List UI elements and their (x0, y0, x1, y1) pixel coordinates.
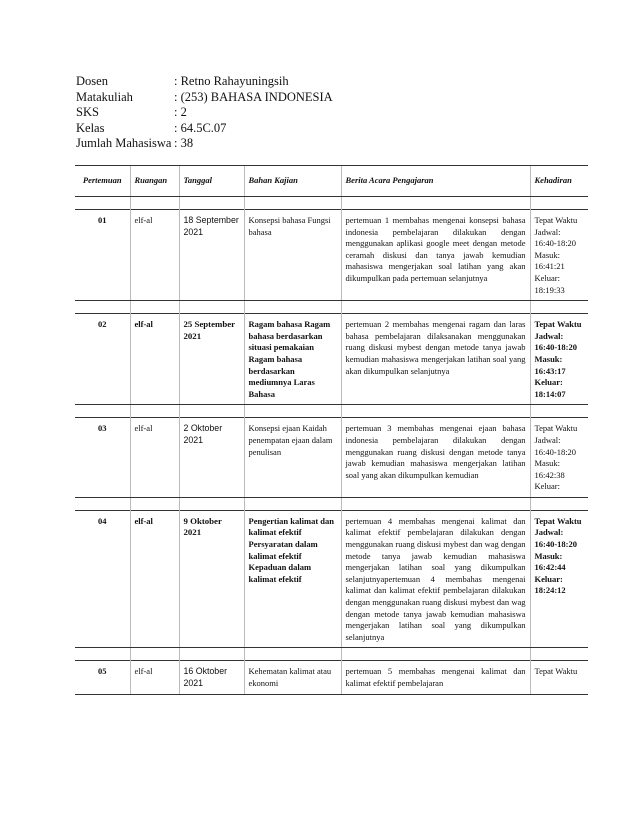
course-info (76, 74, 333, 152)
sks-value: : 2 (174, 105, 187, 120)
cell-pertemuan: 04 (75, 510, 130, 648)
info-row-sks (76, 105, 333, 121)
cell-kehadiran: Tepat Waktu (530, 661, 588, 694)
table-row (75, 314, 588, 405)
info-row-jumlah (76, 136, 333, 152)
cell-tanggal: 16 Oktober 2021 (179, 661, 244, 694)
header-bahan-kajian: Bahan Kajian (244, 166, 341, 197)
matakuliah-label: Matakuliah (76, 89, 133, 104)
row-spacer (75, 405, 588, 418)
cell-tanggal: 9 Oktober 2021 (179, 510, 244, 648)
info-row-kelas (76, 121, 333, 137)
cell-berita-acara: pertemuan 5 membahas mengenai kalimat dan kalimat efektif pembelajaran (341, 661, 530, 694)
row-spacer (75, 497, 588, 510)
cell-tanggal: 25 September 2021 (179, 314, 244, 405)
schedule-table (75, 165, 588, 695)
cell-bahan-kajian: Pengertian kalimat dan kalimat efektif Persyaratan dalam kalimat efektif Kepaduan dalam kalimat efektif (244, 510, 341, 648)
cell-bahan-kajian: Konsepsi bahasa Fungsi bahasa (244, 210, 341, 301)
header-tanggal: Tanggal (179, 166, 244, 197)
cell-pertemuan: 05 (75, 661, 130, 694)
table-row (75, 661, 588, 694)
cell-bahan-kajian: Kehematan kalimat atau ekonomi (244, 661, 341, 694)
table-row (75, 510, 588, 648)
cell-pertemuan: 03 (75, 418, 130, 498)
cell-berita-acara: pertemuan 4 membahas mengenai kalimat dan kalimat efektif pembelajaran dilakukan dengan menggunakan ruang diskusi mybest dan wag dengan metode tanya jawab kemudian mahasiswa mengerjakan latihan soal yang dikumpulkan selanjutnyapertemuan 4 membahas mengenai kalimat dan kalimat efektif pembelajaran dilakukan dengan menggunakan ruang diskusi mybest dan wag dengan metode tanya jawab kemudian mahasiswa mengerjakan latihan soal yang dikumpulkan selanjutnya (341, 510, 530, 648)
cell-tanggal: 18 September 2021 (179, 210, 244, 301)
row-spacer (75, 648, 588, 661)
jumlah-label: Jumlah Mahasiswa (76, 136, 172, 151)
header-ruangan: Ruangan (130, 166, 179, 197)
header-kehadiran: Kehadiran (530, 166, 588, 197)
cell-berita-acara: pertemuan 3 membahas mengenai ejaan bahasa indonesia pembelajaran dilakukan dengan menggunakan ruang diskusi dengan metode tanya jawab kemudian mahasiswa mengerjakan latihan soal yang akan dikumpulkan kemudian (341, 418, 530, 498)
table-header-row (75, 166, 588, 197)
cell-berita-acara: pertemuan 1 membahas mengenai konsepsi bahasa indonesia pembelajaran dilakukan dengan menggunakan aplikasi google meet dengan metode ceramah diskusi dan tanya jawab kemudian mahasiswa mengerjakan soal latihan yang akan dikumpulkan pada pertemuan selanjutnya (341, 210, 530, 301)
cell-kehadiran: Tepat Waktu Jadwal: 16:40-18:20 Masuk: 16:42:44 Keluar: 18:24:12 (530, 510, 588, 648)
cell-pertemuan: 02 (75, 314, 130, 405)
jumlah-value: : 38 (174, 136, 194, 151)
dosen-value: : Retno Rahayuningsih (174, 74, 289, 88)
cell-ruangan: elf-al (130, 210, 179, 301)
table-row (75, 418, 588, 498)
row-spacer (75, 301, 588, 314)
matakuliah-value: : (253) BAHASA INDONESIA (174, 89, 333, 104)
row-spacer (75, 197, 588, 210)
cell-berita-acara: pertemuan 2 membahas mengenai ragam dan laras bahasa pembelajaran dilaksanakan menggunakan ruang diskusi mybest dengan metode tanya jawab kemudian mahasiswa mengerjakan latihan soal yang akan dikumpulkan selanjutnya (341, 314, 530, 405)
header-pertemuan: Pertemuan (75, 166, 130, 197)
cell-kehadiran: Tepat Waktu Jadwal: 16:40-18:20 Masuk: 16:42:38 Keluar: (530, 418, 588, 498)
info-row-dosen (76, 74, 333, 90)
cell-bahan-kajian: Ragam bahasa Ragam bahasa berdasarkan situasi pemakaian Ragam bahasa berdasarkan mediumnya Laras Bahasa (244, 314, 341, 405)
cell-tanggal: 2 Oktober 2021 (179, 418, 244, 498)
cell-ruangan: elf-al (130, 510, 179, 648)
cell-pertemuan: 01 (75, 210, 130, 301)
header-berita-acara: Berita Acara Pengajaran (341, 166, 530, 197)
kelas-label: Kelas (76, 120, 105, 135)
cell-kehadiran: Tepat Waktu Jadwal: 16:40-18:20 Masuk: 16:43:17 Keluar: 18:14:07 (530, 314, 588, 405)
dosen-label: Dosen (76, 74, 108, 88)
cell-ruangan: elf-al (130, 418, 179, 498)
cell-bahan-kajian: Konsepsi ejaan Kaidah penempatan ejaan dalam penulisan (244, 418, 341, 498)
cell-ruangan: elf-al (130, 661, 179, 694)
info-row-matakuliah (76, 90, 333, 106)
cell-ruangan: elf-al (130, 314, 179, 405)
kelas-value: : 64.5C.07 (174, 120, 227, 135)
sks-label: SKS (76, 105, 99, 120)
table-row (75, 210, 588, 301)
cell-kehadiran: Tepat Waktu Jadwal: 16:40-18:20 Masuk: 16:41:21 Keluar: 18:19:33 (530, 210, 588, 301)
